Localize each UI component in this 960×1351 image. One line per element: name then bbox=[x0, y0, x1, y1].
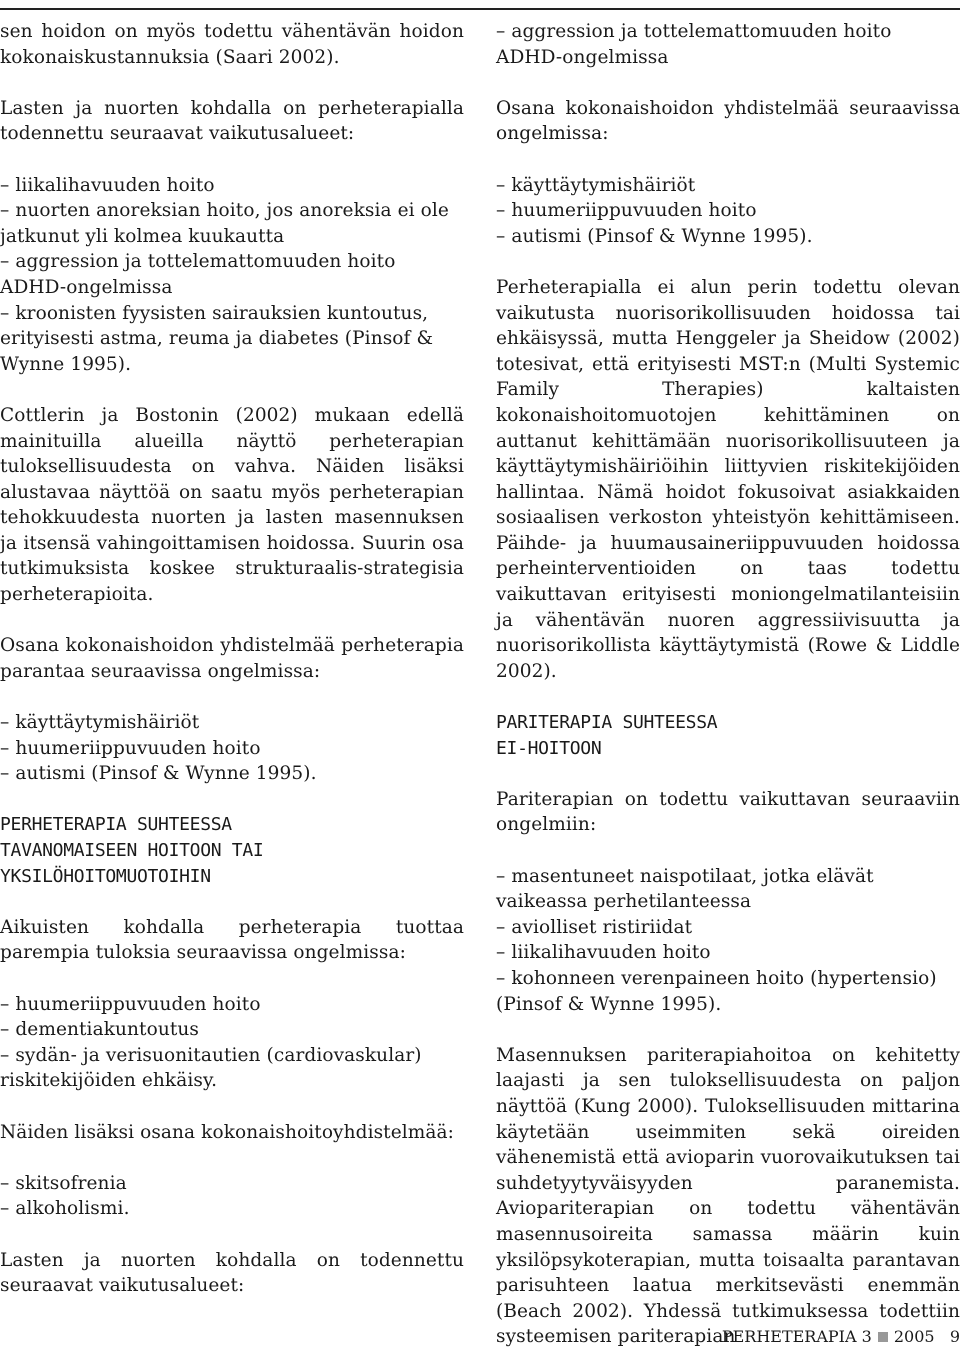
list-item: – autismi (Pinsof & Wynne 1995). bbox=[496, 225, 813, 247]
list-item: – kohonneen verenpaineen hoito (hypertensio) (Pinsof & Wynne 1995). bbox=[496, 967, 937, 1015]
left-column bbox=[0, 19, 464, 1299]
section-heading-line: PARITERAPIA SUHTEESSA bbox=[496, 712, 718, 734]
list-item: – skitsofrenia bbox=[0, 1172, 127, 1194]
top-rule bbox=[0, 8, 960, 10]
paragraph: Perheterapialla ei alun perin todettu olevan vaikutusta nuorisorikollisuuden hoidossa tai ehkäisyssä, mutta Henggeler ja Sheidow (2002) totesivat, että erityisesti MST:n (Multi Systemic Family Therapies) kaltaisten kokonaishoitomuotojen kehittäminen on auttanut kehittämään nuorisorikollisuuteen ja käyttäytymishäiriöihin liittyvien riskitekijöiden hallintaa. Nämä hoidot fokusoivat asiakkaiden sosiaalisen verkoston yhteistyön kehittämiseen. Päihde- ja huumausaineriippuvuuden hoidossa perheinterventioiden on taas todettu vaikuttavan erityisesti moniongelmatilanteisiin ja vähentävän nuoren aggressiivisuutta ja nuorisorikollista käyttäytymistä (Rowe & Liddle 2002). bbox=[496, 276, 960, 682]
section-heading-line: PERHETERAPIA SUHTEESSA bbox=[0, 814, 232, 836]
list-item: – aggression ja tottelemattomuuden hoito ADHD-ongelmissa bbox=[496, 21, 892, 68]
list-item: – sydän- ja verisuonitautien (cardiovaskular) riskitekijöiden ehkäisy. bbox=[0, 1044, 422, 1092]
list-item: – aggression ja tottelemattomuuden hoito ADHD-ongelmissa bbox=[0, 251, 396, 298]
paragraph: Cottlerin ja Bostonin (2002) mukaan edellä mainituilla alueilla näyttö perheterapian tuloksellisuudesta on vahva. Näiden lisäksi alustavaa näyttöä on saatu myös perheterapian tehokkuudesta nuorten ja lasten masennuksen ja itsensä vahingoittamisen hoidossa. Suurin osa tutkimuksista koskee strukturaalis-strategisia perheterapioita. bbox=[0, 404, 464, 606]
list-item: – aviolliset ristiriidat bbox=[496, 916, 693, 938]
paragraph: Näiden lisäksi osana kokonaishoitoyhdistelmää: bbox=[0, 1121, 455, 1143]
right-column bbox=[496, 19, 960, 1350]
list-item: – kroonisten fyysisten sairauksien kuntoutus, erityisesti astma, reuma ja diabetes (Pinsof & Wynne 1995). bbox=[0, 302, 434, 375]
paragraph: Lasten ja nuorten kohdalla on perheterapialla todennettu seuraavat vaikutusalueet: bbox=[0, 97, 464, 145]
paragraph: Osana kokonaishoidon yhdistelmää perheterapia parantaa seuraavissa ongelmissa: bbox=[0, 635, 464, 682]
list-item: – masentuneet naispotilaat, jotka elävät vaikeassa perhetilanteessa bbox=[496, 865, 874, 913]
page-footer bbox=[700, 1326, 960, 1348]
page-number: 9 bbox=[949, 1327, 960, 1346]
journal-name: PERHETERAPIA bbox=[721, 1327, 857, 1346]
section-heading-line: YKSILÖHOITOMUOTOIHIN bbox=[0, 865, 211, 887]
paragraph: Osana kokonaishoidon yhdistelmää seuraavissa ongelmissa: bbox=[496, 97, 960, 145]
list-item: – käyttäytymishäiriöt bbox=[0, 712, 200, 734]
section-heading-line: TAVANOMAISEEN HOITOON TAI bbox=[0, 840, 264, 861]
paragraph: Lasten ja nuorten kohdalla on todennettu seuraavat vaikutusalueet: bbox=[0, 1249, 464, 1297]
list-item: – alkoholismi. bbox=[0, 1198, 130, 1220]
list-item: – huumeriippuvuuden hoito bbox=[496, 200, 757, 222]
list-item: – nuorten anoreksian hoito, jos anoreksia ei ole jatkunut yli kolmea kuukautta bbox=[0, 200, 449, 247]
list-item: – huumeriippuvuuden hoito bbox=[0, 993, 261, 1015]
list-item: – autismi (Pinsof & Wynne 1995). bbox=[0, 763, 317, 785]
section-heading-line: EI-HOITOON bbox=[496, 737, 602, 759]
paragraph: Pariterapian on todettu vaikuttavan seuraaviin ongelmiin: bbox=[496, 788, 960, 836]
list-item: – huumeriippuvuuden hoito bbox=[0, 737, 261, 759]
year: 2005 bbox=[893, 1327, 935, 1346]
paragraph: Masennuksen pariterapiahoitoa on kehitetty laajasti ja sen tuloksellisuudesta on paljon näyttöä (Kung 2000). Tuloksellisuuden mittarina käytetään useimmiten sekä oireiden vähenemistä että avioparin vuorovaikutuksen tai suhdetyytyväisyyden paranemista. Aviopariterapian on todettu vähentävän masennusoireita samassa määrin kuin yksilöpsykoterapian, mutta toisaalta parantavan parisuhteen laatua merkitsevästi enemmän (Beach 2002). Yhdessä tutkimuksessa todettiin systeemisen pariterapian bbox=[496, 1044, 960, 1348]
list-item: – liikalihavuuden hoito bbox=[496, 942, 711, 964]
list-item: – dementiakuntoutus bbox=[0, 1019, 199, 1041]
list-item: – liikalihavuuden hoito bbox=[0, 174, 215, 196]
paragraph: Aikuisten kohdalla perheterapia tuottaa parempia tuloksia seuraavissa ongelmissa: bbox=[0, 916, 464, 964]
list-item: – käyttäytymishäiriöt bbox=[496, 174, 696, 196]
paragraph: sen hoidon on myös todettu vähentävän hoidon kokonaiskustannuksia (Saari 2002). bbox=[0, 21, 464, 68]
square-bullet-icon bbox=[878, 1332, 888, 1342]
issue-number: 3 bbox=[861, 1327, 872, 1346]
